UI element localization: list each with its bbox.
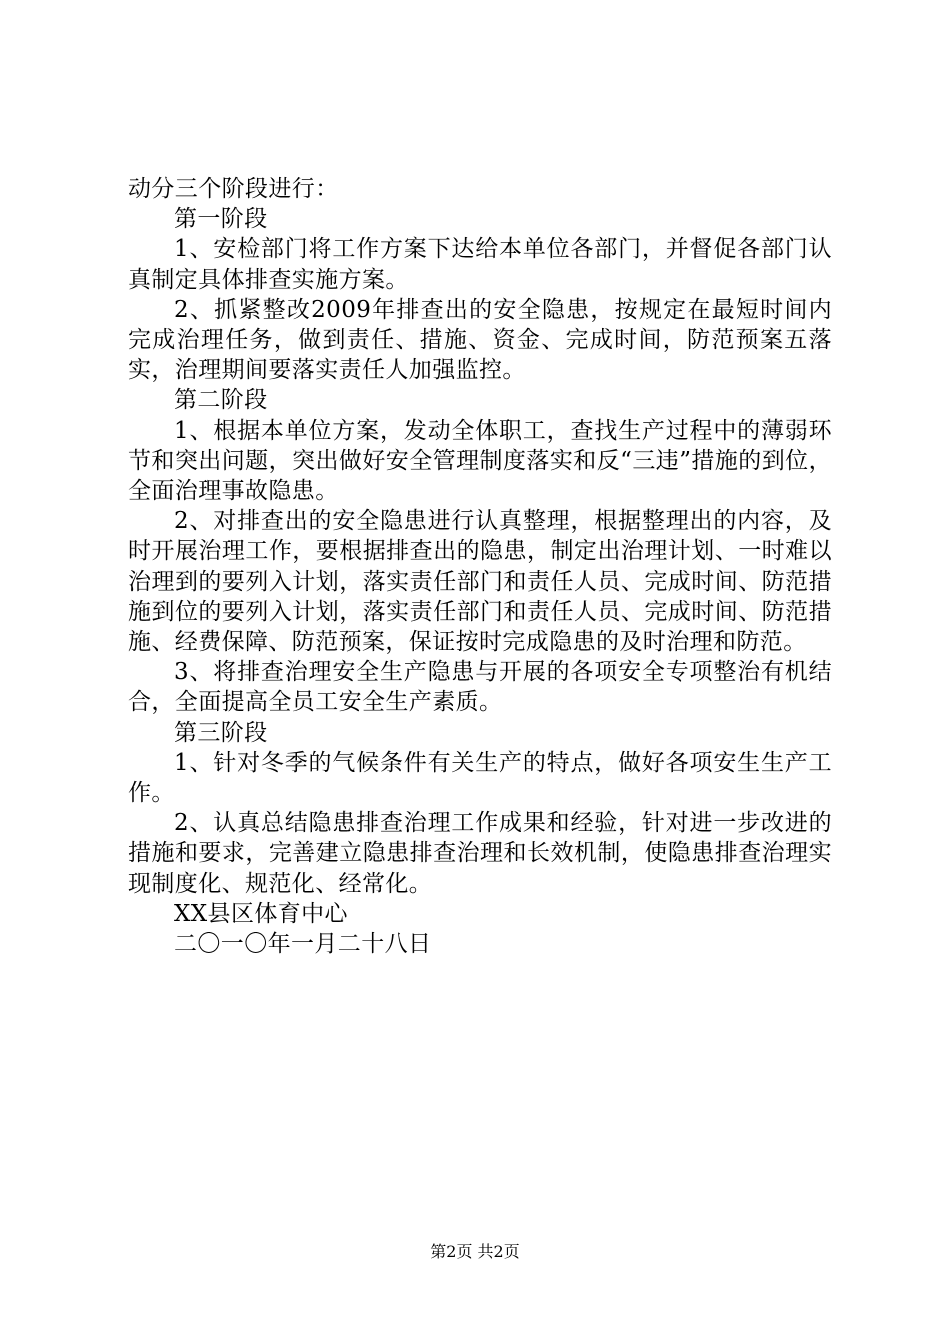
page-footer: 第2页 共2页 bbox=[430, 1242, 520, 1261]
paragraph: 动分三个阶段进行： bbox=[128, 176, 339, 202]
paragraph: 第三阶段 bbox=[174, 719, 268, 746]
paragraph: 1、根据本单位方案，发动全体职工，查找生产过程中的薄弱环节和突出问题，突出做好安全管理制度落实和反“三违”措施的到位，全面治理事故隐患。 bbox=[128, 417, 832, 505]
paragraph: 第二阶段 bbox=[174, 387, 268, 414]
paragraph: 2、抓紧整改2009年排查出的安全隐患，按规定在最短时间内完成治理任务，做到责任、措施、资金、完成时间，防范预案五落实，治理期间要落实责任人加强监控。 bbox=[128, 296, 832, 384]
paragraph: 1、安检部门将工作方案下达给本单位各部门，并督促各部门认真制定具体排查实施方案。 bbox=[128, 236, 832, 293]
paragraph: 2、认真总结隐患排查治理工作成果和经验，针对进一步改进的措施和要求，完善建立隐患排查治理和长效机制，使隐患排查治理实现制度化、规范化、经常化。 bbox=[128, 810, 832, 897]
paragraph: 第一阶段 bbox=[174, 206, 268, 233]
paragraph: XX县区体育中心 bbox=[174, 900, 348, 927]
document-body bbox=[128, 174, 832, 959]
paragraph: 3、将排查治理安全生产隐患与开展的各项安全专项整治有机结合，全面提高全员工安全生产素质。 bbox=[128, 659, 832, 716]
paragraph: 1、针对冬季的气候条件有关生产的特点，做好各项安生生产工作。 bbox=[128, 749, 832, 807]
paragraph: 2、对排查出的安全隐患进行认真整理，根据整理出的内容，及时开展治理工作，要根据排查出的隐患，制定出治理计划、一时难以治理到的要列入计划，落实责任部门和责任人员、完成时间、防范措施到位的要列入计划，落实责任部门和责任人员、完成时间、防范措施、经费保障、防范预案，保证按时完成隐患的及时治理和防范。 bbox=[128, 508, 832, 656]
paragraph: 二〇一〇年一月二十八日 bbox=[174, 931, 432, 958]
